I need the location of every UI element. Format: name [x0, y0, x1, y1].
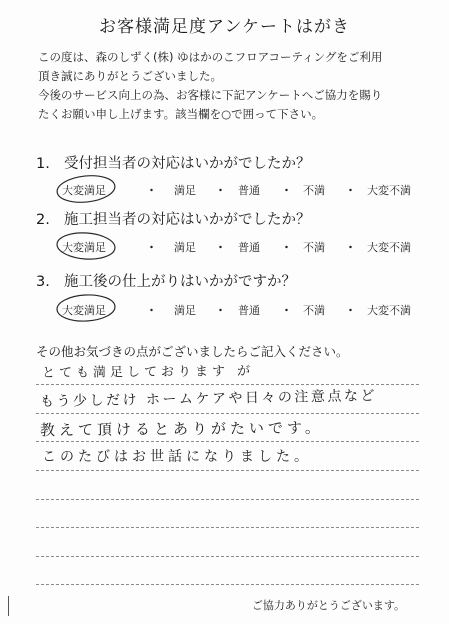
question-text: 受付担当者の対応はいかがでしたか？ — [64, 156, 311, 172]
separator: ・ — [215, 241, 226, 254]
option-satisfied[interactable]: 満足 — [174, 184, 196, 197]
writing-line — [36, 527, 419, 528]
question-number: 1. — [36, 156, 50, 172]
option-neutral[interactable]: 普通 — [238, 304, 260, 317]
question-1 — [36, 152, 311, 173]
writing-line — [36, 413, 419, 414]
selection-circle-icon — [55, 293, 117, 324]
option-very-satisfied[interactable]: 大変満足 — [62, 302, 106, 318]
writing-line — [36, 556, 419, 557]
intro-line: この度は、森のしずく(株) ゆはかのこフロアコーティングをご利用 — [38, 50, 383, 64]
separator: ・ — [146, 184, 157, 197]
option-dissatisfied[interactable]: 不満 — [303, 184, 325, 197]
question-text: 施工担当者の対応はいかがでしたか？ — [64, 212, 311, 228]
writing-line — [36, 584, 419, 585]
intro-line: 今後のサービス向上の為、お客様に下記アンケートへご協力を賜り — [38, 88, 383, 102]
writing-line — [36, 499, 419, 500]
separator: ・ — [281, 184, 292, 197]
question-2 — [36, 208, 311, 229]
selection-circle-icon — [55, 230, 117, 261]
intro-line: たくお願い申し上げます。該当欄を○で囲って下さい。 — [38, 107, 324, 121]
writing-line — [36, 441, 419, 442]
writing-line — [36, 470, 419, 471]
option-neutral[interactable]: 普通 — [238, 241, 260, 254]
separator: ・ — [345, 304, 356, 317]
separator: ・ — [146, 304, 157, 317]
option-very-dissatisfied[interactable]: 大変不満 — [367, 184, 411, 197]
selection-circle-icon — [55, 173, 117, 204]
separator: ・ — [345, 184, 356, 197]
handwritten-comment-line: 教えて頂けるとありがたいです。 — [39, 418, 324, 440]
option-dissatisfied[interactable]: 不満 — [303, 304, 325, 317]
intro-line: 頂き誠にありがとうございました。 — [38, 69, 222, 83]
option-very-satisfied[interactable]: 大変満足 — [62, 182, 106, 198]
question-number: 3. — [36, 274, 50, 290]
option-very-satisfied[interactable]: 大変満足 — [62, 239, 106, 255]
option-satisfied[interactable]: 満足 — [174, 304, 196, 317]
question-number: 2. — [36, 212, 50, 228]
other-comments-prompt: その他お気づきの点がございましたらご記入ください。 — [36, 344, 349, 359]
separator: ・ — [215, 304, 226, 317]
separator: ・ — [281, 241, 292, 254]
separator: ・ — [146, 241, 157, 254]
separator: ・ — [281, 304, 292, 317]
handwritten-comment-line: もう少しだけ ホームケアや日々の注意点など — [39, 388, 378, 410]
edge-mark — [8, 596, 9, 616]
footer-thanks: ご協力ありがとうございます。 — [251, 599, 405, 612]
option-neutral[interactable]: 普通 — [238, 184, 260, 197]
intro-text — [38, 48, 438, 124]
page-title: お客様満足度アンケートはがき — [99, 17, 350, 37]
option-dissatisfied[interactable]: 不満 — [303, 241, 325, 254]
option-very-dissatisfied[interactable]: 大変不満 — [367, 241, 411, 254]
option-very-dissatisfied[interactable]: 大変不満 — [367, 304, 411, 317]
option-satisfied[interactable]: 満足 — [174, 241, 196, 254]
separator: ・ — [345, 241, 356, 254]
handwritten-comment-line: このたびはお世話になりました。 — [42, 449, 312, 465]
question-text: 施工後の仕上がりはいかがですか？ — [64, 274, 296, 290]
question-3 — [36, 270, 296, 291]
handwritten-comment-line: とても満足しております が — [41, 364, 255, 381]
separator: ・ — [215, 184, 226, 197]
